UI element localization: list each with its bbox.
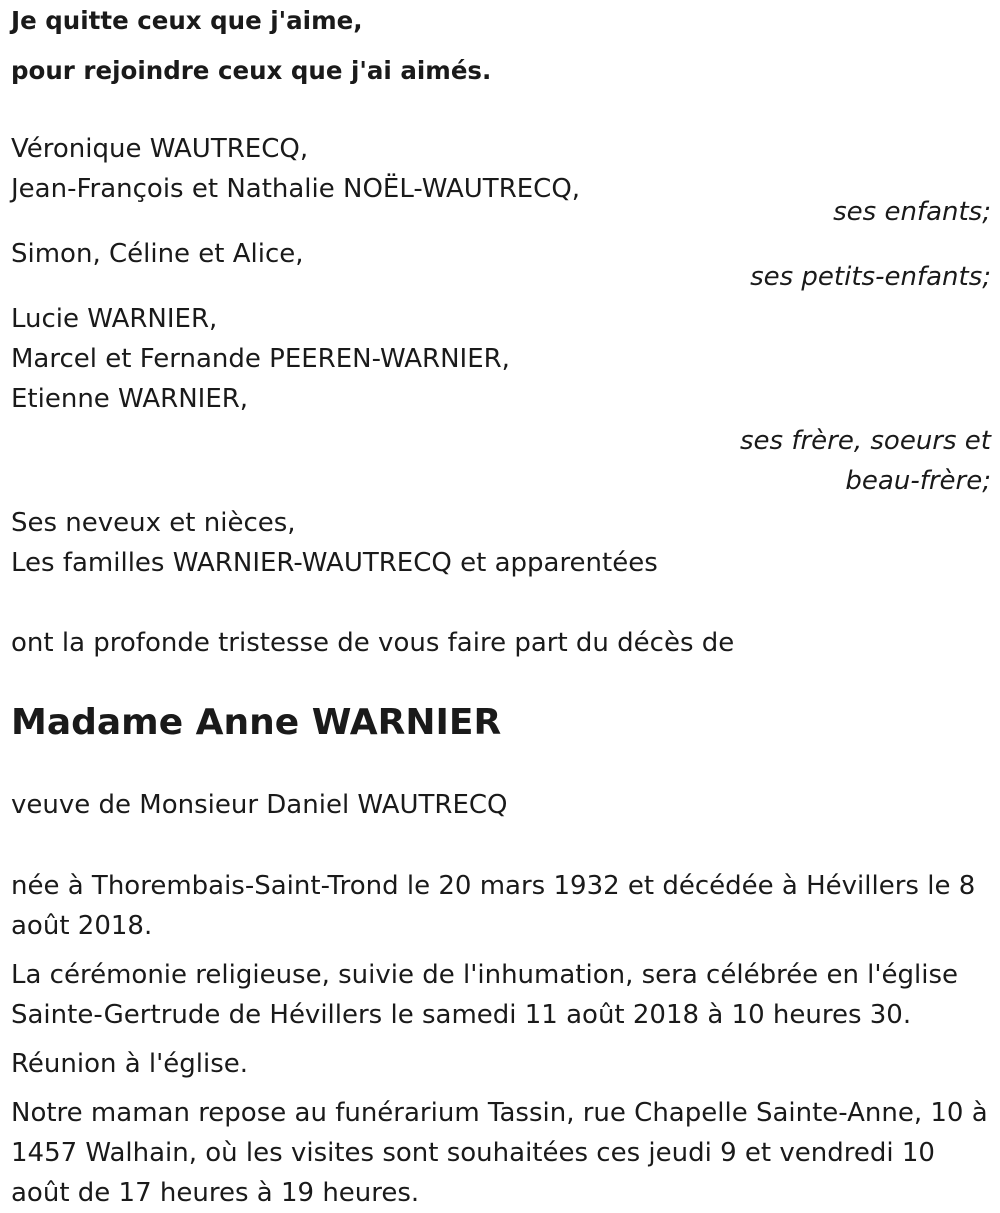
family-name: Jean-François et Nathalie NOËL-WAUTRECQ, (11, 174, 581, 204)
relation-label: ses frère, soeurs et (739, 426, 991, 456)
family-name: Etienne WARNIER, (11, 384, 249, 414)
obituary-notice (11, 6, 991, 1213)
birth-death-paragraph: née à Thorembais-Saint-Trond le 20 mars 1932 et décédée à Hévillers le 8 août 2018. (11, 871, 976, 941)
relation-label: beau-frère; (845, 466, 991, 496)
family-name: Lucie WARNIER, (11, 304, 218, 334)
widow-line: veuve de Monsieur Daniel WAUTRECQ (11, 790, 508, 820)
announcement-text: ont la profonde tristesse de vous faire part du décès de (11, 628, 735, 658)
other-relatives-line: Ses neveux et nièces, (11, 508, 296, 538)
family-name: Simon, Céline et Alice, (11, 239, 304, 269)
other-relatives (11, 503, 991, 583)
children-group (11, 129, 991, 232)
relation-label: ses petits-enfants; (750, 262, 991, 292)
epitaph-line-2: pour rejoindre ceux que j'ai aimés. (11, 56, 492, 85)
deceased-name: Madame Anne WARNIER (11, 702, 502, 743)
family-name: Marcel et Fernande PEEREN-WARNIER, (11, 344, 510, 374)
visits-paragraph: Notre maman repose au funérarium Tassin, rue Chapelle Sainte-Anne, 10 à 1457 Walhain, où les visites sont souhaitées ces jeudi 9 et vendredi 10 août de 17 heures à 19 heures. (11, 1098, 988, 1208)
meeting-paragraph: Réunion à l'église. (11, 1049, 249, 1079)
epitaph-line-1: Je quitte ceux que j'aime, (11, 6, 363, 35)
family-name: Véronique WAUTRECQ, (11, 134, 309, 164)
relation-label: ses enfants; (833, 197, 991, 227)
grandchildren-group (11, 234, 991, 297)
siblings-group (11, 299, 991, 501)
ceremony-paragraph: La cérémonie religieuse, suivie de l'inhumation, sera célébrée en l'église Sainte-Gertrude de Hévillers le samedi 11 août 2018 à 10 heures 30. (11, 960, 959, 1030)
other-relatives-line: Les familles WARNIER-WAUTRECQ et apparentées (11, 548, 658, 578)
